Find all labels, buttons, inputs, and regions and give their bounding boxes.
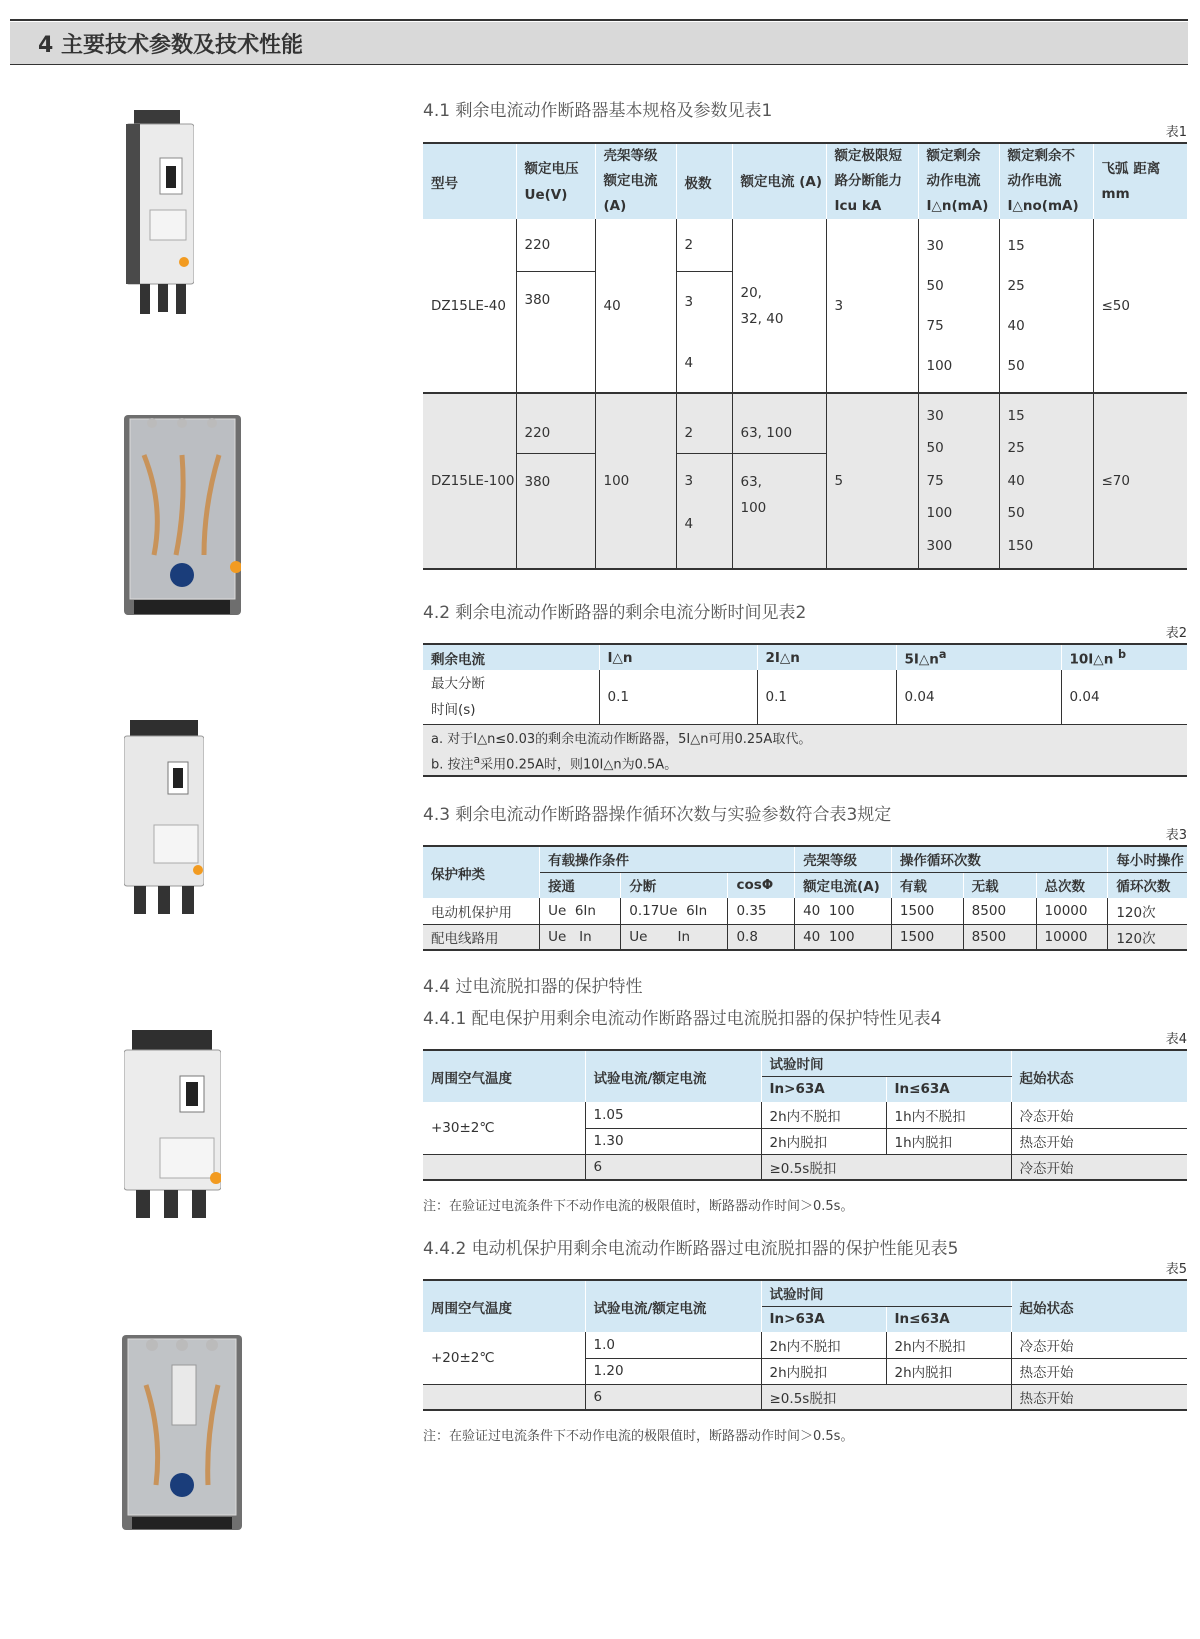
t1-header-poles: 极数	[676, 143, 732, 219]
t5-r1-c2: 2h内不脱扣	[886, 1332, 1011, 1358]
t2-sup-a: a	[938, 647, 947, 661]
t1-header-idno: 额定剩余不 动作电流 I△no(mA)	[999, 143, 1093, 219]
t5-r1-c1: 2h内不脱扣	[761, 1332, 886, 1358]
t1-r1-p2: 3	[676, 271, 732, 333]
section-4-4-title: 4.4 过电流脱扣器的保护特性	[423, 977, 643, 997]
t1-r2-idno-3: 50	[1007, 505, 1025, 522]
section-4-2-title: 4.2 剩余电流动作断路器的剩余电流分断时间见表2	[423, 603, 807, 623]
t3-r1-c4: 40 100	[795, 898, 892, 924]
t5-header-time: 试验时间	[761, 1280, 1011, 1306]
t3-header-type: 保护种类	[423, 846, 540, 898]
t2-header-2: 2I△n	[757, 644, 896, 670]
t2-note-b-sup: a	[473, 752, 481, 766]
t1-r2-idno-2: 40	[1007, 472, 1025, 489]
table1-label: 表1	[1165, 125, 1187, 140]
t1-r2-idn	[918, 393, 999, 569]
t3-r1-c7: 10000	[1036, 898, 1108, 924]
table5-label: 表5	[1165, 1262, 1187, 1277]
t3-header-hour2: 循环次数	[1108, 872, 1187, 898]
t1-r1-in1: 20,	[740, 284, 762, 301]
t1-r2-ue1: 220	[516, 393, 595, 453]
t1-r2-ue2: 380	[516, 453, 595, 569]
t5-temp: +20±2℃	[423, 1332, 585, 1384]
table2-label: 表2	[1165, 626, 1187, 641]
t3-r1-c3: 0.35	[728, 898, 795, 924]
t4-r3-c2: 冷态开始	[1011, 1154, 1187, 1180]
t1-r1-idno-3: 50	[1007, 357, 1025, 374]
table1	[423, 142, 1187, 570]
t1-r1-icu: 3	[826, 219, 918, 393]
header-bottom-rule	[10, 64, 1188, 65]
t2-header-4-cell	[1061, 644, 1187, 670]
t3-header-load: 有载操作条件	[540, 846, 795, 872]
t3-r2-c8: 120次	[1108, 924, 1187, 950]
t2-header-1: I△n	[599, 644, 757, 670]
t5-r3-c0: 6	[585, 1384, 761, 1410]
section-header-bar	[10, 22, 1188, 64]
t3-header-hour1: 每小时操作	[1108, 846, 1187, 872]
t4-r2-c3: 热态开始	[1019, 1135, 1074, 1151]
t1-r2-idn-3: 100	[926, 505, 953, 522]
table4-label: 表4	[1165, 1032, 1187, 1047]
t5-header-ratio: 试验电流/额定电流	[585, 1280, 761, 1332]
product-image-breaker-2p-grey	[126, 110, 194, 315]
t1-header-model: 型号	[423, 143, 516, 219]
t1-r1-model: DZ15LE-40	[423, 219, 516, 393]
t1-header-icu: 额定极限短 路分断能力 Icu kA	[826, 143, 918, 219]
t1-r2-arc: ≤70	[1093, 393, 1187, 569]
table4-note: 注：在验证过电流条件下不动作电流的极限值时，断路器动作时间＞0.5s。	[423, 1199, 854, 1214]
t3-r1-c5: 1500	[891, 898, 963, 924]
t3-header-cos: cosΦ	[728, 872, 795, 898]
t3-header-make: 接通	[540, 872, 621, 898]
t1-header-arc: 飞弧 距离 mm	[1093, 143, 1187, 219]
t5-r3-empty	[423, 1384, 585, 1410]
t4-r1-c3: 冷态开始	[1019, 1108, 1074, 1125]
t2-val-3: 0.04	[1069, 688, 1100, 705]
t1-r2-model: DZ15LE-100	[423, 393, 516, 569]
t3-r2-c3: 0.8	[728, 924, 795, 950]
t4-r3-empty	[423, 1154, 585, 1180]
t2-row-label-2: 时间(s)	[431, 701, 476, 718]
t1-r2-in-b1: 63,	[740, 473, 762, 490]
t2-note-a: a. 对于I△n≤0.03的剩余电流动作断路器，5I△n可用0.25A取代。	[423, 724, 1187, 750]
t3-r2-c6: 8500	[963, 924, 1036, 950]
t1-r2-frame: 100	[595, 393, 676, 569]
t2-header-3: 5I△n	[904, 651, 939, 668]
t4-header-ratio: 试验电流/额定电流	[585, 1050, 761, 1102]
product-image-breaker-3p-grey-small	[124, 720, 204, 915]
section-4-4-1-title: 4.4.1 配电保护用剩余电流动作断路器过电流脱扣器的保护特性见表4	[423, 1009, 942, 1029]
table3	[423, 845, 1187, 951]
section-4-1-title: 4.1 剩余电流动作断路器基本规格及参数见表1	[423, 101, 773, 121]
t3-header-break: 分断	[621, 872, 728, 898]
t1-r2-icu: 5	[826, 393, 918, 569]
t3-r1-c2: 0.17Ue 6In	[621, 898, 728, 924]
t1-r2-idno-0: 15	[1007, 407, 1025, 424]
t1-header-idn: 额定剩余 动作电流 I△n(mA)	[918, 143, 999, 219]
t1-header-frame: 壳架等级 额定电流 (A)	[595, 143, 676, 219]
t4-header-temp: 周围空气温度	[423, 1050, 585, 1102]
t5-r2-c3: 热态开始	[1019, 1365, 1074, 1381]
t2-header-4: 10I△n	[1069, 651, 1114, 668]
t2-header-3-cell	[896, 644, 1061, 670]
t1-r2-idn-0: 30	[926, 407, 944, 424]
t3-r2-c5: 1500	[891, 924, 963, 950]
section-4-3-title: 4.3 剩余电流动作断路器操作循环次数与实验参数符合表3规定	[423, 805, 892, 825]
t3-header-frame1: 壳架等级	[795, 846, 892, 872]
t4-r1-c1: 2h内不脱扣	[761, 1102, 886, 1128]
t4-r2-c0: 1.30	[585, 1128, 761, 1154]
t1-r1-idn-2: 75	[926, 317, 944, 334]
t3-r1-c6: 8500	[963, 898, 1036, 924]
t5-r3-c1: ≥0.5s脱扣	[761, 1384, 1011, 1410]
t3-header-frame2: 额定电流(A)	[795, 872, 892, 898]
t1-header-in: 额定电流 (A)	[732, 143, 826, 219]
t1-r2-in-a: 63, 100	[732, 393, 826, 453]
t5-r3-c2: 热态开始	[1011, 1384, 1187, 1410]
t1-r1-ue1: 220	[516, 219, 595, 271]
t1-r2-p1: 2	[676, 393, 732, 453]
table2	[423, 643, 1187, 777]
t1-header-ue: 额定电压 Ue(V)	[516, 143, 595, 219]
t2-val-1: 0.1	[757, 670, 896, 724]
t4-r3-c0: 6	[585, 1154, 761, 1180]
t5-header-le: In≤63A	[886, 1306, 1011, 1332]
t1-r2-idno-4: 150	[1007, 537, 1034, 554]
t1-r2-p2: 3	[676, 453, 732, 508]
t3-header-total: 总次数	[1036, 872, 1108, 898]
t3-r1-c0: 电动机保护用	[423, 898, 540, 924]
t1-r1-idno-0: 15	[1007, 237, 1025, 254]
t5-r2-c1: 2h内脱扣	[761, 1358, 886, 1384]
t1-r2-idno-1: 25	[1007, 440, 1025, 457]
table5-note: 注：在验证过电流条件下不动作电流的极限值时，断路器动作时间＞0.5s。	[423, 1429, 854, 1444]
t3-r1-c8: 120次	[1116, 904, 1156, 921]
t1-r1-idno	[999, 219, 1093, 393]
t2-header-0: 剩余电流	[423, 644, 599, 670]
t2-note-b-post: 采用0.25A时，则10I△n为0.5A。	[480, 757, 678, 773]
t4-header-le: In≤63A	[886, 1076, 1011, 1102]
t1-r2-in-b	[732, 453, 826, 569]
table5	[423, 1279, 1187, 1411]
t1-r2-idn-4: 300	[926, 537, 953, 554]
section-title: 4 主要技术参数及技术性能	[38, 33, 303, 58]
t2-val-0: 0.1	[599, 670, 757, 724]
t1-r1-frame: 40	[595, 219, 676, 393]
t1-r1-in	[732, 219, 826, 393]
t1-r1-in2: 32, 40	[740, 310, 784, 327]
t1-r1-idn-3: 100	[926, 357, 953, 374]
t3-header-noload: 无载	[963, 872, 1036, 898]
section-4-4-2-title: 4.4.2 电动机保护用剩余电流动作断路器过电流脱扣器的保护性能见表5	[423, 1239, 959, 1259]
t2-val-2: 0.04	[896, 670, 1061, 724]
product-image-breaker-3p-transparent-large	[122, 1335, 242, 1530]
t4-r1-c0: 1.05	[585, 1102, 761, 1128]
t1-r2-in-b2: 100	[740, 499, 767, 516]
t1-r1-ue2: 380	[516, 271, 595, 393]
t5-r2-c0: 1.20	[585, 1358, 761, 1384]
t5-r1-c3: 冷态开始	[1019, 1338, 1074, 1355]
t4-temp: +30±2℃	[423, 1102, 585, 1154]
product-image-breaker-3p-grey-large	[124, 1030, 221, 1220]
t5-r1-c0: 1.0	[585, 1332, 761, 1358]
product-image-breaker-3p-transparent	[124, 415, 241, 615]
t2-sup-b: b	[1118, 647, 1127, 661]
t5-header-gt: In>63A	[761, 1306, 886, 1332]
t1-r2-idn-2: 75	[926, 472, 944, 489]
t1-r1-idno-2: 40	[1007, 317, 1025, 334]
t3-r2-c2: Ue In	[621, 924, 728, 950]
t3-r2-c1: Ue In	[540, 924, 621, 950]
t1-r1-p1: 2	[676, 219, 732, 271]
t4-header-gt: In>63A	[761, 1076, 886, 1102]
t3-r2-c7: 10000	[1036, 924, 1108, 950]
table3-label: 表3	[1165, 828, 1187, 843]
t3-r1-c1: Ue 6In	[540, 898, 621, 924]
t1-r2-idno	[999, 393, 1093, 569]
t4-r1-c2: 1h内不脱扣	[886, 1102, 1011, 1128]
t1-r1-idn	[918, 219, 999, 393]
t3-r2-c4: 40 100	[795, 924, 892, 950]
t2-note-b-pre: b. 按注	[431, 757, 474, 773]
t1-r1-idn-1: 50	[926, 277, 944, 294]
t3-header-loaded: 有载	[891, 872, 963, 898]
t4-r2-c2: 1h内脱扣	[886, 1128, 1011, 1154]
t1-r1-arc: ≤50	[1101, 297, 1130, 314]
t4-header-state: 起始状态	[1011, 1050, 1187, 1102]
t5-r2-c2: 2h内脱扣	[886, 1358, 1011, 1384]
t4-header-time: 试验时间	[761, 1050, 1011, 1076]
table4	[423, 1049, 1187, 1181]
t5-header-temp: 周围空气温度	[423, 1280, 585, 1332]
t1-r1-p3: 4	[676, 333, 732, 393]
t1-r2-p3: 4	[676, 508, 732, 569]
t2-row-label-1: 最大分断	[431, 675, 485, 692]
t2-row-label	[423, 670, 599, 724]
t2-note-b	[423, 750, 1187, 776]
t1-r1-idno-1: 25	[1007, 277, 1025, 294]
t5-header-state: 起始状态	[1011, 1280, 1187, 1332]
t3-header-cycles: 操作循环次数	[891, 846, 1107, 872]
t1-r2-idn-1: 50	[926, 440, 944, 457]
t4-r2-c1: 2h内脱扣	[761, 1128, 886, 1154]
t3-r2-c0: 配电线路用	[423, 924, 540, 950]
t1-r1-idn-0: 30	[926, 237, 944, 254]
header-top-rule	[10, 19, 1188, 21]
t4-r3-c1: ≥0.5s脱扣	[761, 1154, 1011, 1180]
